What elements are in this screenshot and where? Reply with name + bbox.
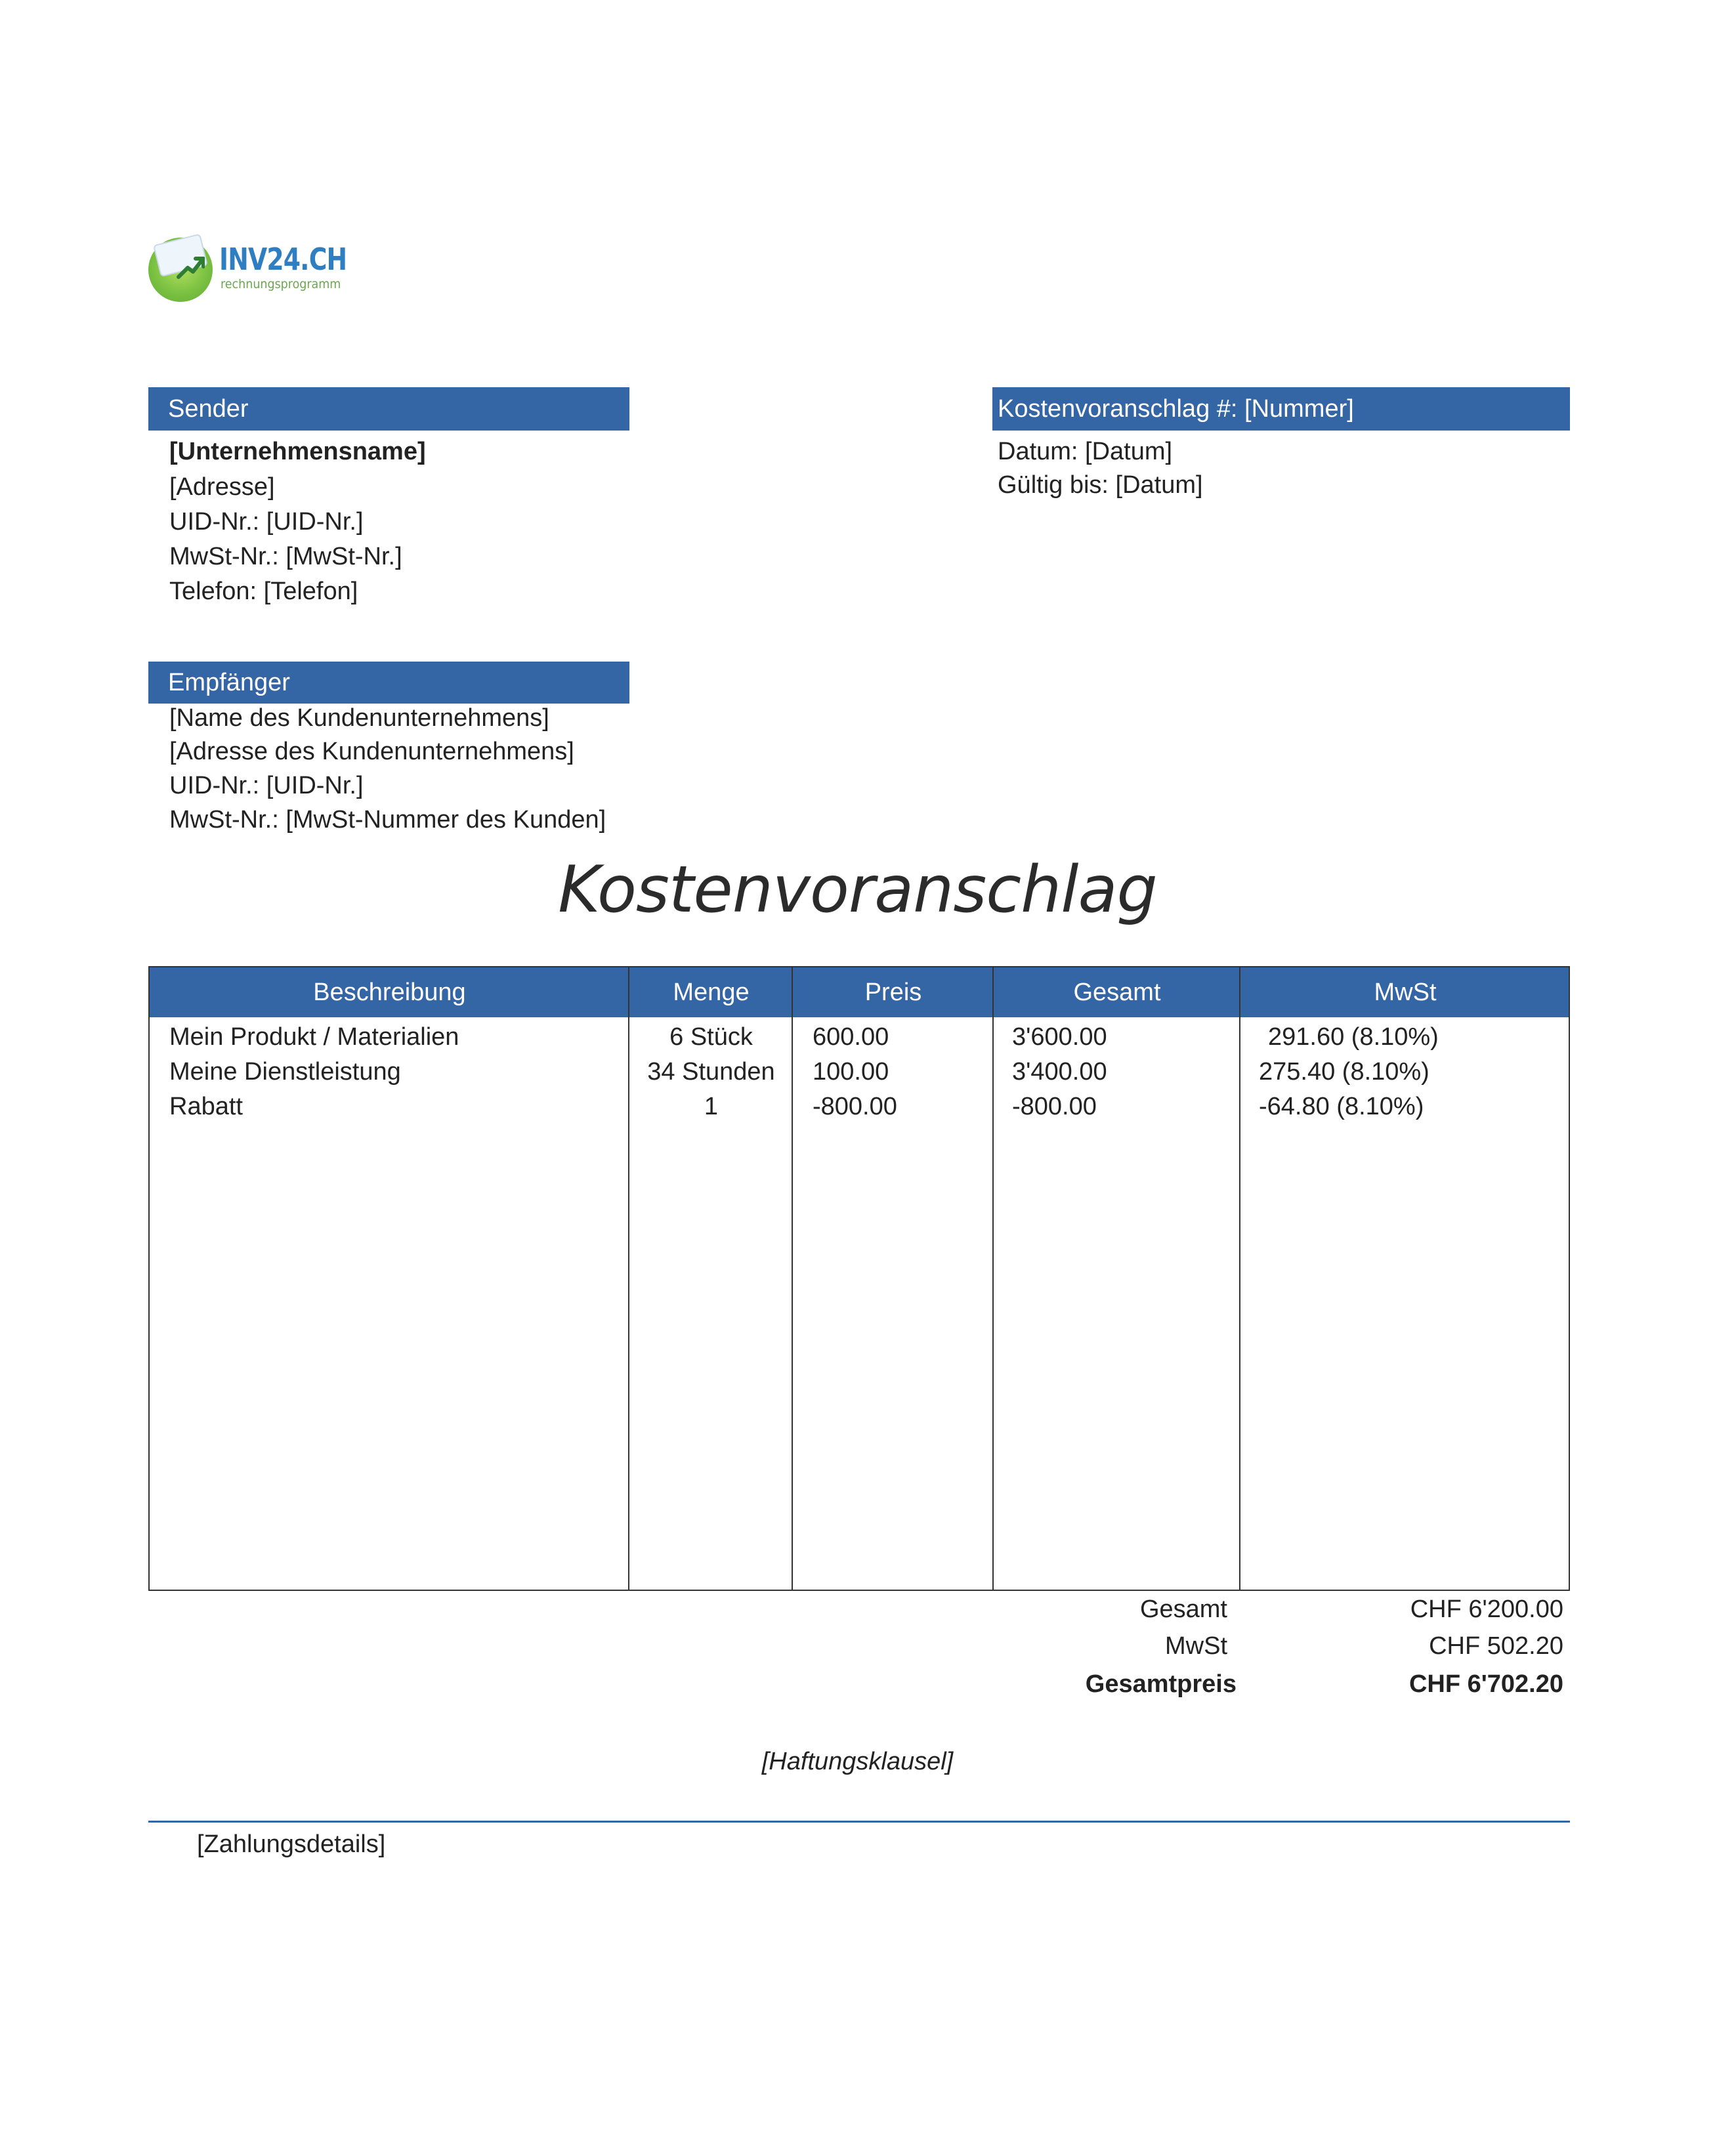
row-1-quantity: 6 Stück (669, 1023, 753, 1051)
column-header-quantity: Menge (673, 979, 750, 1006)
row-2-price: 100.00 (813, 1058, 889, 1086)
recipient-company: [Name des Kundenunternehmens] (169, 704, 549, 732)
footer-divider (148, 1821, 1570, 1823)
sender-company: [Unternehmensname] (169, 438, 426, 465)
vat-total-label: MwSt (1165, 1632, 1227, 1660)
row-1-price: 600.00 (813, 1023, 889, 1051)
row-2-vat: 275.40 (8.10%) (1259, 1058, 1429, 1086)
row-3-description: Rabatt (169, 1093, 243, 1120)
row-1-description: Mein Produkt / Materialien (169, 1023, 459, 1051)
row-3-total: -800.00 (1012, 1093, 1097, 1120)
recipient-uid: UID-Nr.: [UID-Nr.] (169, 772, 364, 799)
logo-arrow-icon (176, 253, 205, 282)
row-3-price: -800.00 (813, 1093, 897, 1120)
column-header-description: Beschreibung (313, 979, 466, 1006)
quote-date: Datum: [Datum] (998, 438, 1173, 465)
sender-address: [Adresse] (169, 473, 275, 501)
sender-phone: Telefon: [Telefon] (169, 578, 358, 605)
subtotal-label: Gesamt (1139, 1596, 1227, 1623)
recipient-address: [Adresse des Kundenunternehmens] (169, 738, 574, 765)
grand-total-value: CHF 6'702.20 (1408, 1670, 1563, 1698)
document-title: Kostenvoranschlag (558, 853, 1157, 927)
quote-number-header: Kostenvoranschlag #: [Nummer] (992, 387, 1570, 431)
column-header-vat: MwSt (1374, 979, 1437, 1006)
vat-total-value: CHF 502.20 (1429, 1632, 1563, 1660)
subtotal-value: CHF 6'200.00 (1410, 1596, 1563, 1623)
recipient-header: Empfänger (148, 662, 629, 704)
items-table (148, 966, 1570, 1591)
logo-tagline: rechnungsprogramm (221, 277, 341, 291)
sender-header: Sender (148, 387, 629, 431)
logo-wordmark: INV24.CH (219, 242, 347, 277)
company-logo (148, 234, 345, 299)
column-header-total: Gesamt (1073, 979, 1161, 1006)
row-3-vat: -64.80 (8.10%) (1259, 1093, 1424, 1120)
sender-vat: MwSt-Nr.: [MwSt-Nr.] (169, 543, 402, 570)
row-2-total: 3'400.00 (1012, 1058, 1107, 1086)
grand-total-label: Gesamtpreis (1085, 1670, 1237, 1698)
row-2-description: Meine Dienstleistung (169, 1058, 401, 1086)
row-1-vat: 291.60 (8.10%) (1268, 1023, 1439, 1051)
table-header (150, 967, 1569, 1017)
recipient-vat: MwSt-Nr.: [MwSt-Nummer des Kunden] (169, 806, 606, 834)
row-2-quantity: 34 Stunden (647, 1058, 775, 1086)
row-3-quantity: 1 (704, 1093, 719, 1120)
column-divider (1239, 967, 1240, 1590)
column-header-price: Preis (864, 979, 922, 1006)
sender-uid: UID-Nr.: [UID-Nr.] (169, 508, 364, 536)
quote-valid-until: Gültig bis: [Datum] (998, 471, 1203, 499)
liability-clause: [Haftungsklausel] (761, 1748, 954, 1775)
column-divider (992, 967, 994, 1590)
row-1-total: 3'600.00 (1012, 1023, 1107, 1051)
payment-details: [Zahlungsdetails] (197, 1830, 386, 1858)
